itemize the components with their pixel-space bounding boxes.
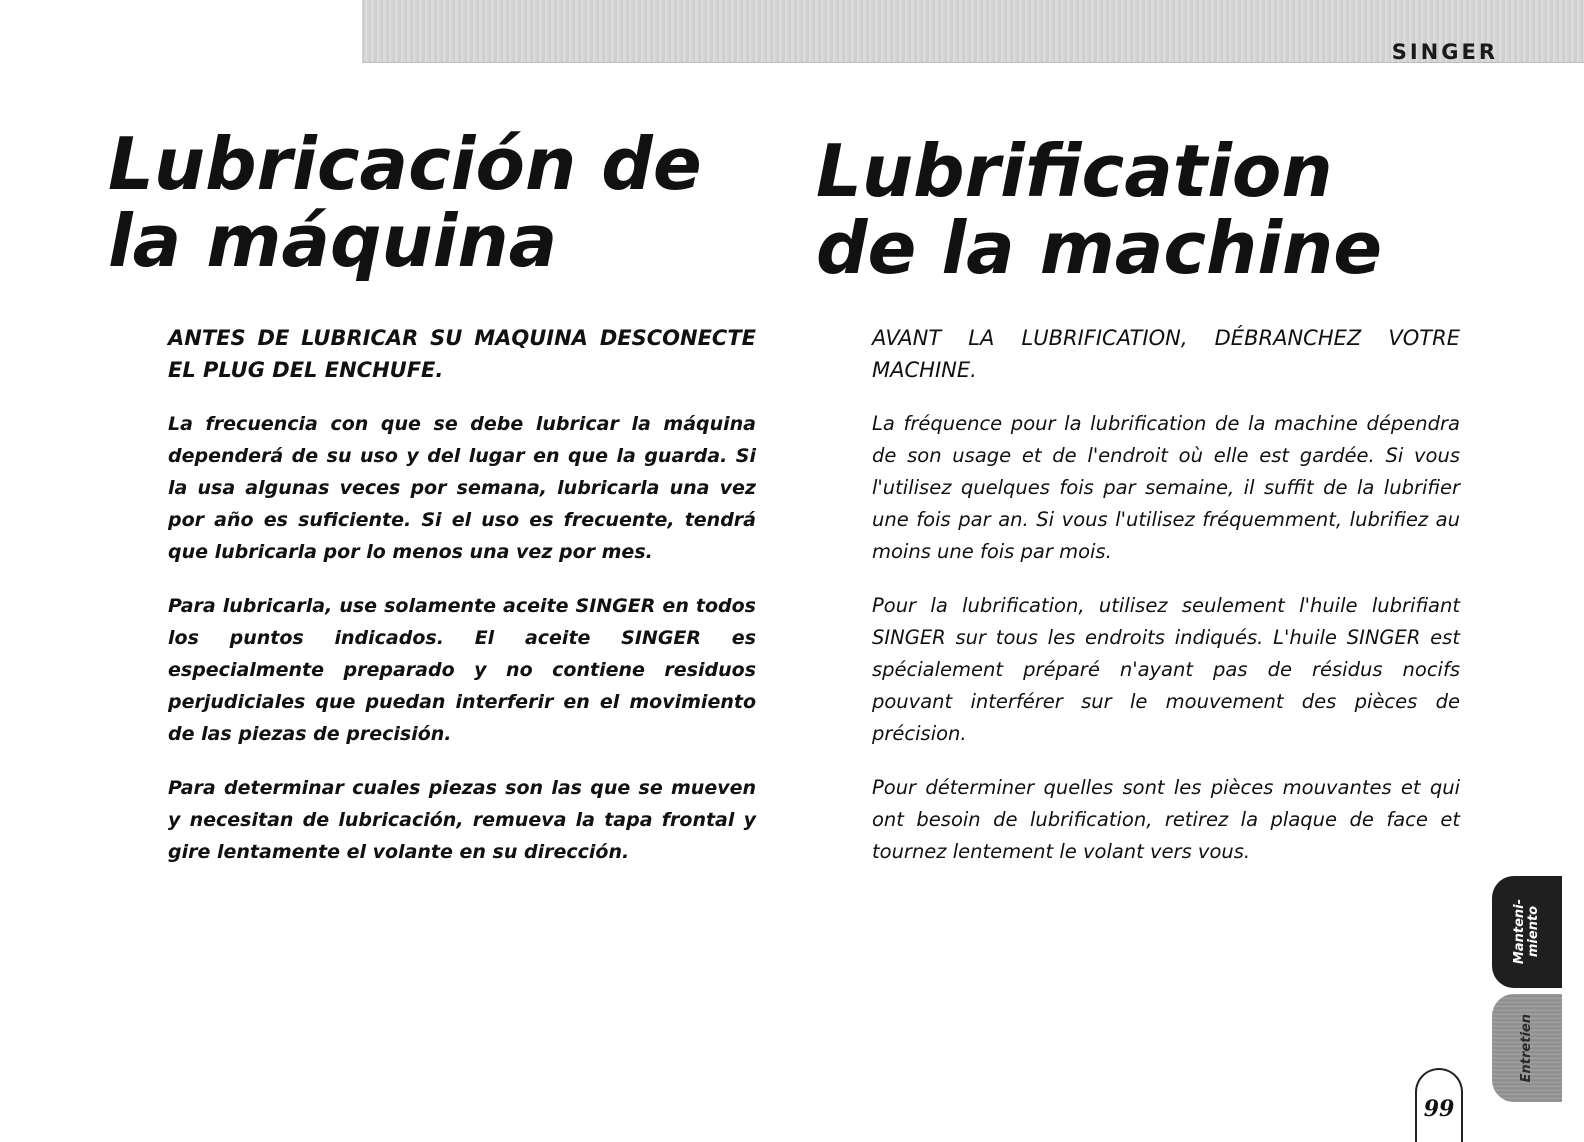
title-es-line1: Lubricación de bbox=[108, 122, 702, 206]
page-number: 99 bbox=[1415, 1068, 1463, 1142]
title-es-line2: la máquina bbox=[108, 199, 558, 283]
page-title-french bbox=[816, 129, 1383, 290]
french-paragraph-1: La fréquence pour la lubrification de la machine dépendra de son usage et de l'endroit où elle est gardée. Si vous l'utilisez quelques fois par semaine, il suffit de la lubrifier une fois par an. Si vous l'utilisez fréquemment, lubrifiez au moins une fois par mois. bbox=[872, 412, 1460, 563]
tab-mantenimiento-label: Manteni- miento bbox=[1512, 899, 1541, 965]
french-paragraph-2: Pour la lubrification, utilisez seulement l'huile lubrifiant SINGER sur tous les endroits indiqués. L'huile SINGER est spécialement préparé n'ayant pas de résidus nocifs pouvant interférer sur le mouvement des pièces de précision. bbox=[872, 594, 1460, 745]
french-paragraph-3: Pour déterminer quelles sont les pièces mouvantes et qui ont besoin de lubrification, retirez la plaque de face et tournez lentement le volant vers vous. bbox=[872, 776, 1460, 863]
french-warning: AVANT LA LUBRIFICATION, DÉBRANCHEZ VOTRE MACHINE. bbox=[872, 326, 1460, 382]
french-column bbox=[872, 322, 1460, 890]
header-band bbox=[362, 0, 1584, 63]
tab-mantenimiento[interactable] bbox=[1492, 876, 1562, 988]
page-title-spanish bbox=[108, 122, 702, 283]
spanish-warning: ANTES DE LUBRICAR SU MAQUINA DESCONECTE EL PLUG DEL ENCHUFE. bbox=[168, 326, 756, 382]
title-fr-line2: de la machine bbox=[816, 206, 1383, 290]
spanish-paragraph-2: Para lubricarla, use solamente aceite SINGER en todos los puntos indicados. El aceite SINGER es especialmente preparado y no contiene residuos perjudiciales que puedan interferir en el movimiento de las piezas de precisión. bbox=[168, 595, 756, 745]
title-fr-line1: Lubrification bbox=[816, 129, 1333, 213]
tab-entretien[interactable] bbox=[1492, 994, 1562, 1102]
spanish-column bbox=[168, 322, 756, 890]
spanish-paragraph-1: La frecuencia con que se debe lubricar la máquina dependerá de su uso y del lugar en que la guarda. Si la usa algunas veces por semana, lubricarla una vez por año es suficiente. Si el uso es frecuente, tendrá que lubricarla por lo menos una vez por mes. bbox=[168, 413, 756, 563]
spanish-paragraph-3: Para determinar cuales piezas son las que se mueven y necesitan de lubricación, remueva la tapa frontal y gire lentamente el volante en su dirección. bbox=[168, 777, 756, 863]
tab-entretien-label: Entretien bbox=[1519, 1013, 1534, 1083]
brand-logo: SINGER bbox=[1391, 40, 1498, 64]
